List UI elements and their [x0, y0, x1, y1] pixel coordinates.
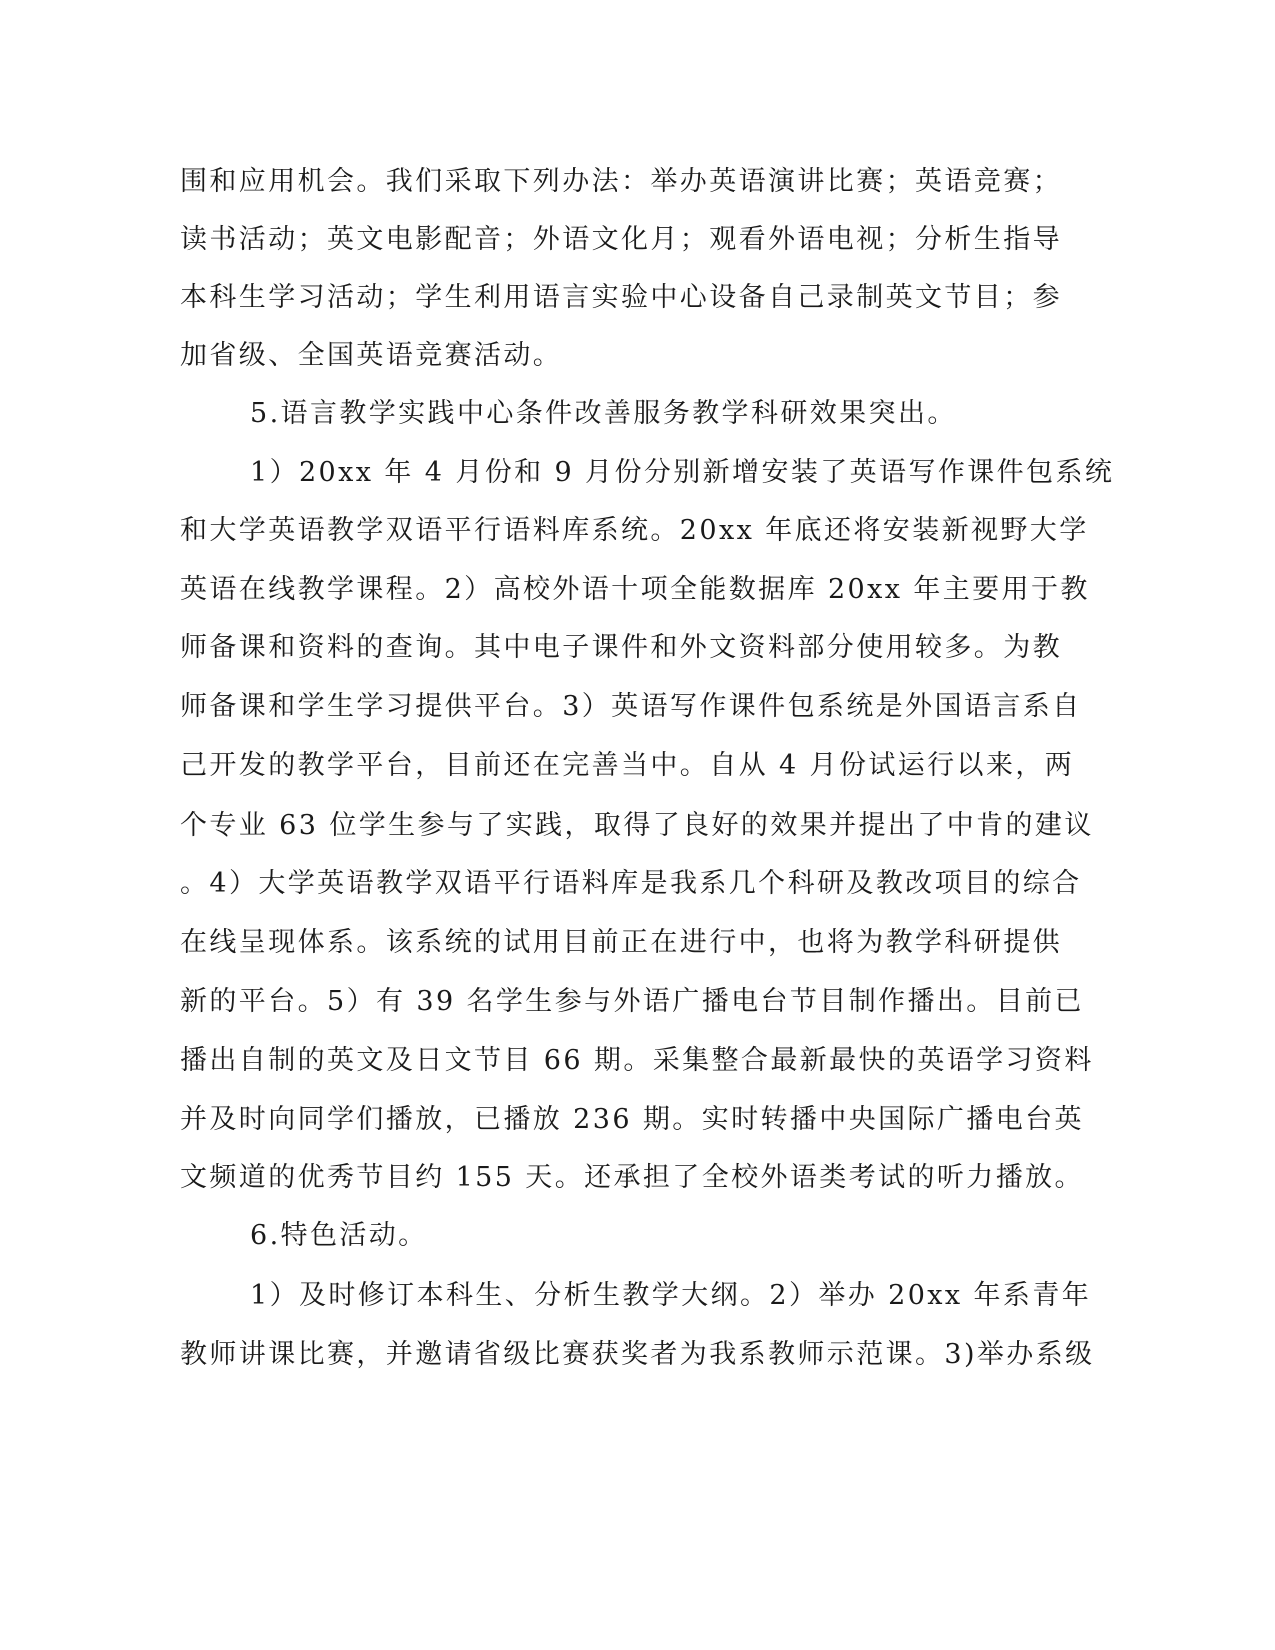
text-line: 并及时向同学们播放，已播放 236 期。实时转播中央国际广播电台英 — [180, 1104, 1084, 1135]
text-line: 本科生学习活动；学生利用语言实验中心设备自己录制英文节目；参 — [180, 282, 1062, 313]
text-line: 新的平台。5）有 39 名学生参与外语广播电台节目制作播出。目前已 — [180, 986, 1084, 1017]
text-line: 教师讲课比赛，并邀请省级比赛获奖者为我系教师示范课。3)举办系级 — [180, 1339, 1095, 1370]
text-line: 1）20xx 年 4 月份和 9 月份分别新增安装了英语写作课件包系统 — [250, 457, 1115, 488]
text-line: 和大学英语教学双语平行语料库系统。20xx 年底还将安装新视野大学 — [180, 515, 1089, 546]
text-line: 个专业 63 位学生参与了实践，取得了良好的效果并提出了中肯的建议 — [180, 810, 1094, 841]
text-line: 文频道的优秀节目约 155 天。还承担了全校外语类考试的听力播放。 — [180, 1162, 1084, 1193]
text-line: 英语在线教学课程。2）高校外语十项全能数据库 20xx 年主要用于教 — [180, 574, 1090, 605]
text-line: 师备课和学生学习提供平台。3）英语写作课件包系统是外国语言系自 — [180, 691, 1082, 722]
text-line: 1）及时修订本科生、分析生教学大纲。2）举办 20xx 年系青年 — [250, 1280, 1092, 1311]
text-line: 加省级、全国英语竞赛活动。 — [180, 340, 563, 371]
text-line: 在线呈现体系。该系统的试用目前正在进行中，也将为教学科研提供 — [180, 927, 1062, 958]
text-line: 。4）大学英语教学双语平行语料库是我系几个科研及教改项目的综合 — [180, 868, 1082, 899]
text-line: 围和应用机会。我们采取下列办法：举办英语演讲比赛；英语竞赛； — [180, 166, 1062, 197]
text-line: 读书活动；英文电影配音；外语文化月；观看外语电视；分析生指导 — [180, 224, 1062, 255]
section-heading-6: 6.特色活动。 — [250, 1220, 428, 1251]
section-heading-5: 5.语言教学实践中心条件改善服务教学科研效果突出。 — [250, 398, 957, 429]
text-line: 播出自制的英文及日文节目 66 期。采集整合最新最快的英语学习资料 — [180, 1045, 1094, 1076]
text-line: 师备课和资料的查询。其中电子课件和外文资料部分使用较多。为教 — [180, 632, 1062, 663]
text-line: 己开发的教学平台，目前还在完善当中。自从 4 月份试运行以来，两 — [180, 750, 1075, 781]
